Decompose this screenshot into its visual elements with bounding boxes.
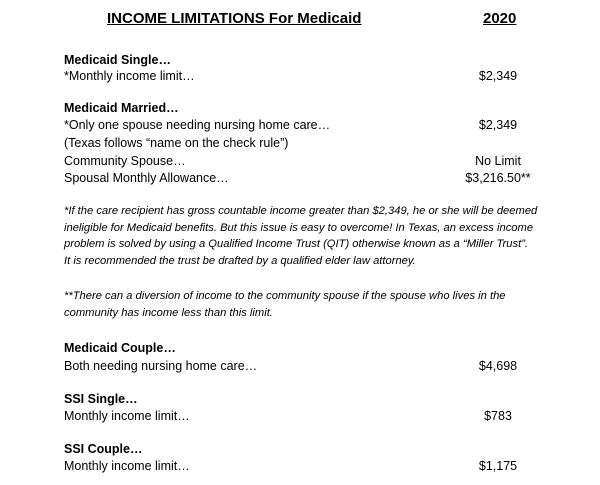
ssi-couple-value: $1,175 [478,459,518,473]
document-year: 2020 [483,10,517,27]
ssi-couple-label: Monthly income limit… [64,459,190,473]
ssi-single-value: $783 [484,409,512,423]
section-heading-medicaid-couple: Medicaid Couple… [64,341,176,355]
community-spouse-value: No Limit [475,154,521,168]
document-title: INCOME LIMITATIONS For Medicaid [107,10,362,27]
note-line: problem is solved by using a Qualified Income Trust (QIT) otherwise known as a “Miller Trust”. [64,238,529,251]
section-heading-medicaid-single: Medicaid Single… [64,53,171,67]
section-heading-ssi-couple: SSI Couple… [64,442,143,456]
medicaid-single-income-value: $2,349 [478,69,518,83]
medicaid-married-one-spouse-value: $2,349 [478,118,518,132]
note-income-diversion [64,288,589,321]
medicaid-couple-value: $4,698 [478,359,518,373]
ssi-single-label: Monthly income limit… [64,409,190,423]
note-line: ineligible for Medicaid benefits. But this issue is easy to overcome! In Texas, an excess income [64,221,534,234]
medicaid-married-one-spouse-label: *Only one spouse needing nursing home care… [64,118,331,132]
section-heading-medicaid-married: Medicaid Married… [64,101,179,115]
spousal-allowance-label: Spousal Monthly Allowance… [64,171,229,185]
note-line: community has income less than this limit. [64,306,273,319]
community-spouse-label: Community Spouse… [64,154,186,168]
section-heading-ssi-single: SSI Single… [64,392,138,406]
note-line: It is recommended the trust be drafted by a qualified elder law attorney. [64,254,416,267]
note-line: *If the care recipient has gross countable income greater than $2,349, he or she will be deemed [64,205,538,217]
medicaid-couple-label: Both needing nursing home care… [64,359,258,373]
medicaid-married-texas-rule-label: (Texas follows “name on the check rule”) [64,136,289,150]
medicaid-single-income-label: *Monthly income limit… [64,69,195,83]
spousal-allowance-value: $3,216.50** [465,171,531,185]
note-excess-income [64,203,589,269]
note-line: **There can a diversion of income to the community spouse if the spouse who lives in the [64,290,506,302]
